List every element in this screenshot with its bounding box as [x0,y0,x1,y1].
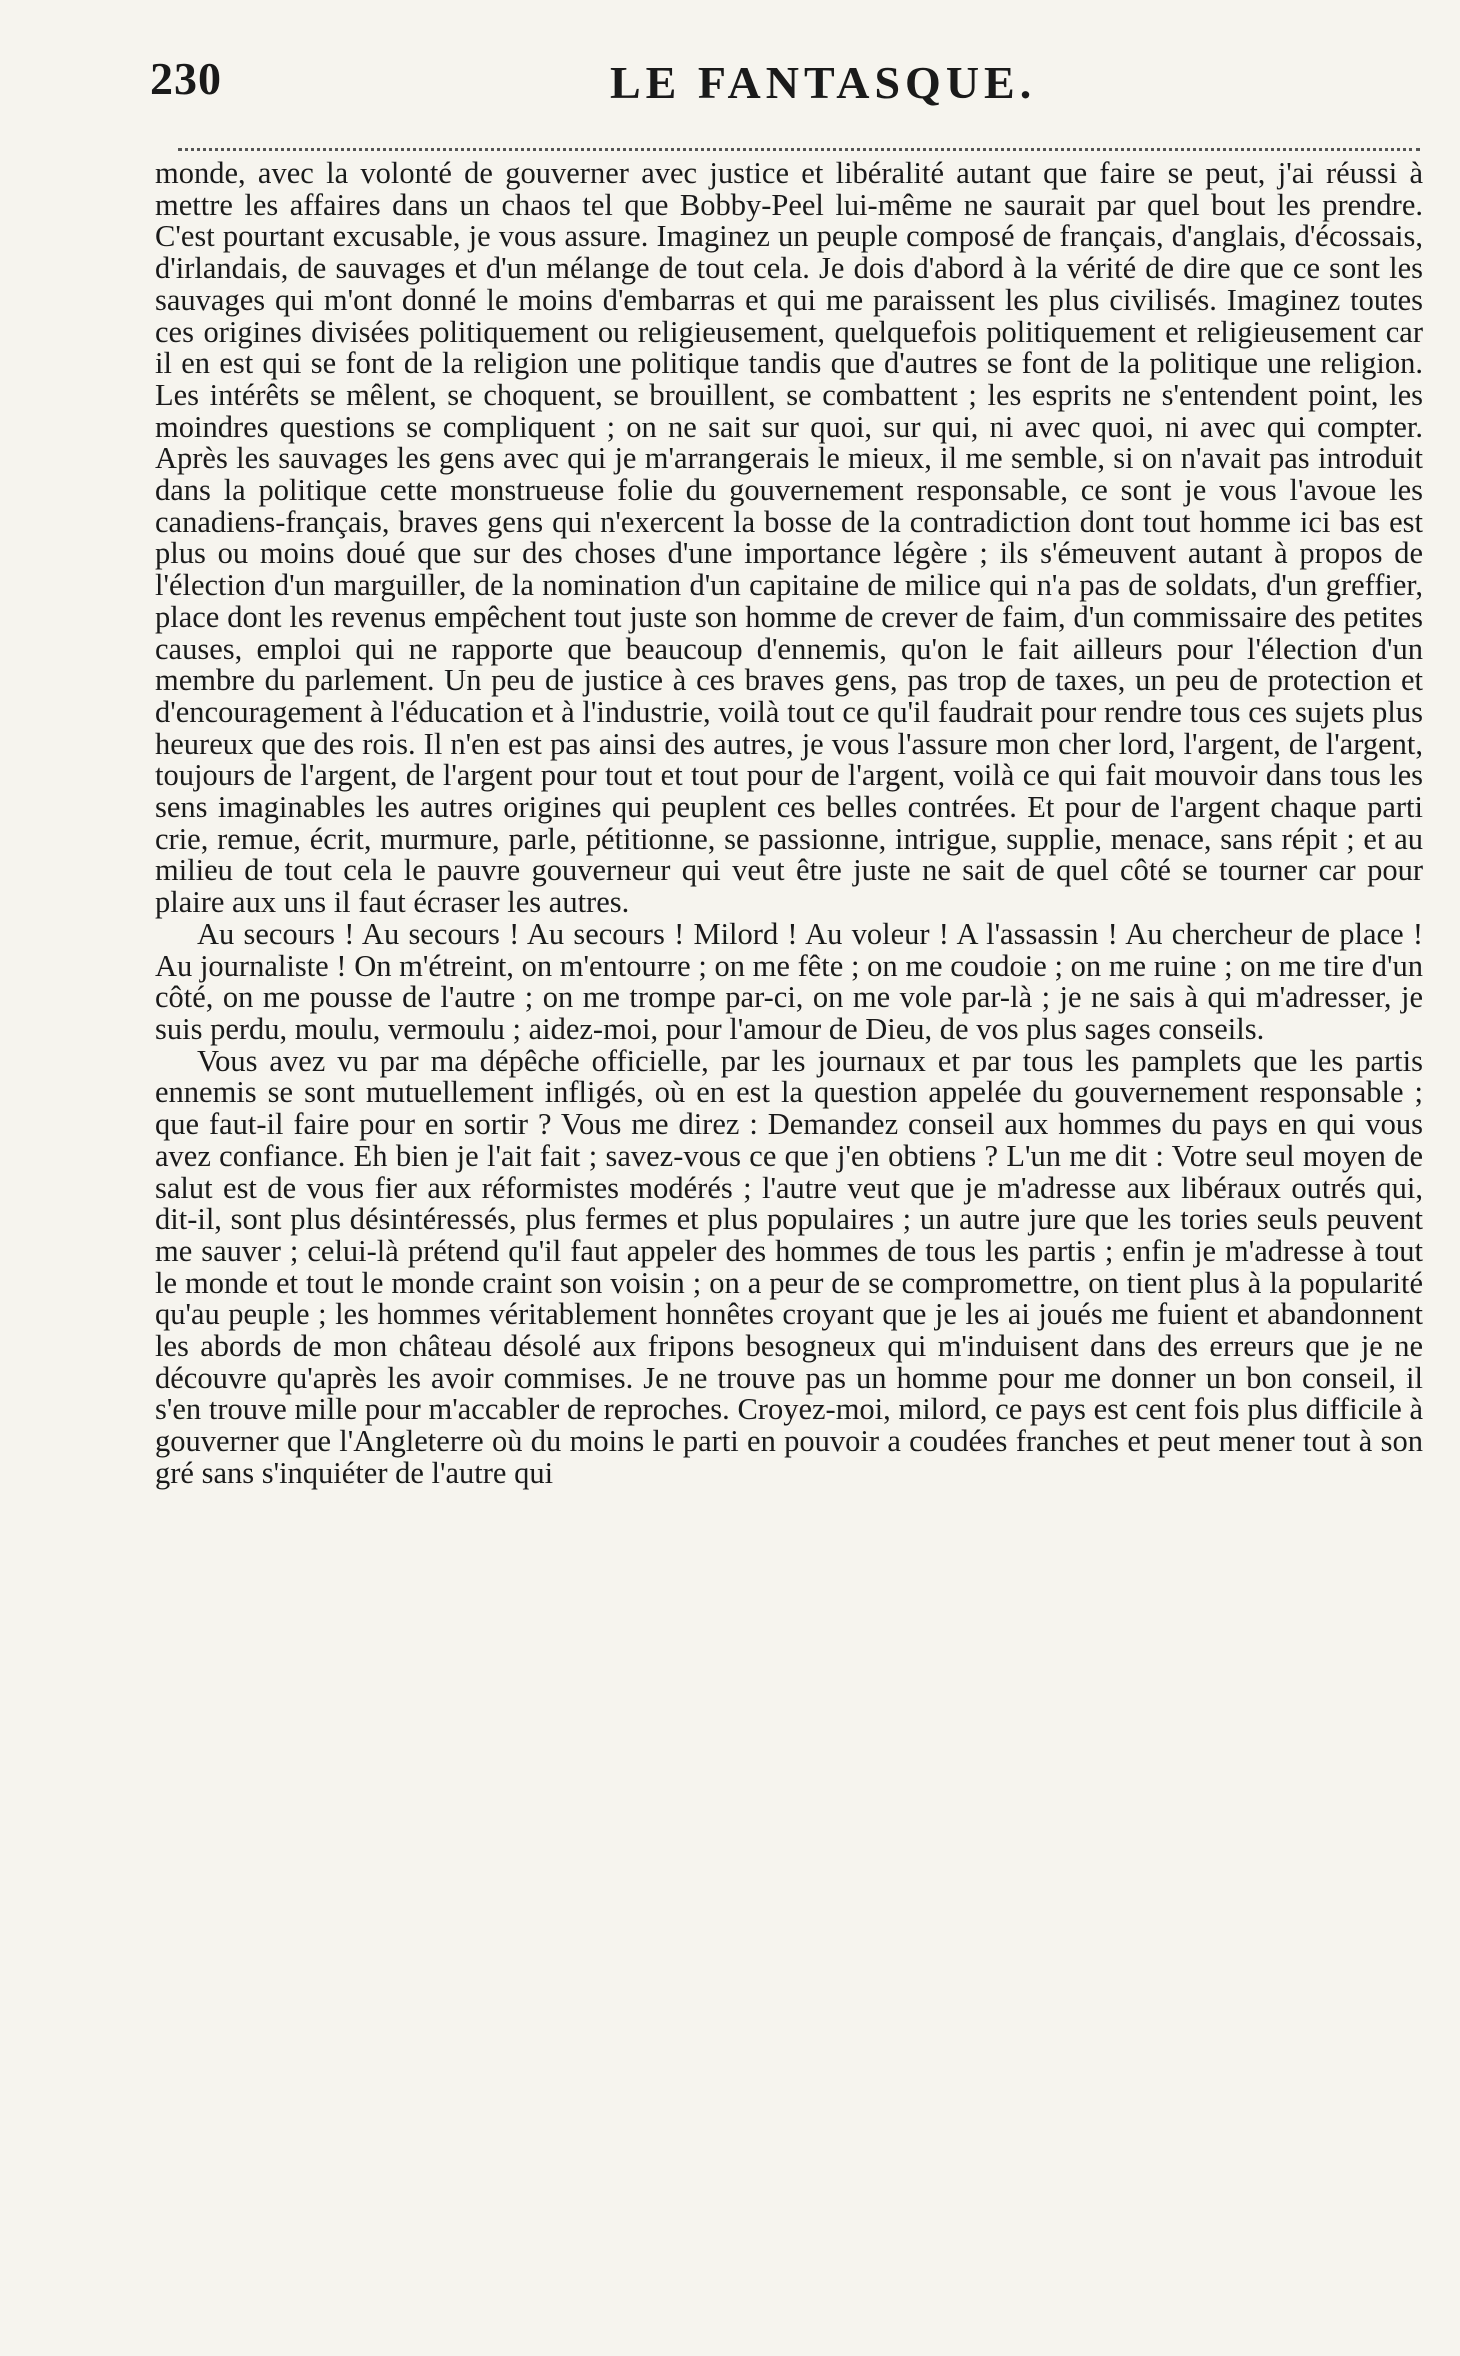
page-header [150,52,1420,122]
article-body [155,158,1423,1490]
paragraph-2: Au secours ! Au secours ! Au secours ! Milord ! Au voleur ! A l'assassin ! Au chercheur de place ! Au journaliste ! On m'étreint, on m'entourre ; on me fête ; on me coudoie ; on me ruine ; on me tire d'un côté, on me pousse de l'autre ; on me trompe par-ci, on me vole par-là ; je ne sais à qui m'adresser, je suis perdu, moulu, vermoulu ; aidez-moi, pour l'amour de Dieu, de vos plus sages conseils. [155,916,1423,1046]
paragraph-1: monde, avec la volonté de gouverner avec justice et libéralité autant que faire se peut, j'ai réussi à mettre les affaires dans un chaos tel que Bobby-Peel lui-même ne saurait par quel bout les prendre. C'est pourtant excusable, je vous assure. Imaginez un peuple composé de français, d'anglais, d'écossais, d'irlandais, de sauvages et d'un mélange de tout cela. Je dois d'abord à la vérité de dire que ce sont les sauvages qui m'ont donné le moins d'embarras et qui me paraissent les plus civilisés. Imaginez toutes ces origines divisées politiquement ou religieusement, quelquefois politiquement et religieusement car il en est qui se font de la religion une politique tandis que d'autres se font de la politique une religion. Les intérêts se mêlent, se choquent, se brouillent, se combattent ; les esprits ne s'entendent point, les moindres questions se compliquent ; on ne sait sur quoi, sur qui, ni avec quoi, ni avec qui compter. Après les sauvages les gens avec qui je m'arrangerais le mieux, il me semble, si on n'avait pas introduit dans la politique cette monstrueuse folie du gouvernement responsable, ce sont je vous l'avoue les canadiens-français, braves gens qui n'exercent la bosse de la contradiction dont tout homme ici bas est plus ou moins doué que sur des choses d'une importance légère ; ils s'émeuvent autant à propos de l'élection d'un marguiller, de la nomination d'un capitaine de milice qui n'a pas de soldats, d'un greffier, place dont les revenus empêchent tout juste son homme de crever de faim, d'un commissaire des petites causes, emploi qui ne rapporte que beaucoup d'ennemis, qu'on le fait ailleurs pour l'élection d'un membre du parlement. Un peu de justice à ces braves gens, pas trop de taxes, un peu de protection et d'encouragement à l'éducation et à l'industrie, voilà tout ce qu'il faudrait pour rendre tous ces sujets plus heureux que des rois. Il n'en est pas ainsi des autres, je vous l'assure mon cher lord, l'argent, de l'argent, toujours de l'argent, de l'argent pour tout et tout pour de l'argent, voilà ce qui fait mouvoir dans tous les sens imaginables les autres origines qui peuplent ces belles contrées. Et pour de l'argent chaque parti crie, remue, écrit, murmure, parle, pétitionne, se passionne, intrigue, supplie, menace, sans répit ; et au milieu de tout cela le pauvre gouverneur qui veut être juste ne sait de quel côté se tourner car pour plaire aux uns il faut écraser les autres. [155,156,1423,920]
paragraph-3: Vous avez vu par ma dépêche officielle, par les journaux et par tous les pamplets que les partis ennemis se sont mutuellement infligés, où en est la question appelée du gouvernement responsable ; que faut-il faire pour en sortir ? Vous me direz : Demandez conseil aux hommes du pays en qui vous avez confiance. Eh bien je l'ait fait ; savez-vous ce que j'en obtiens ? L'un me dit : Votre seul moyen de salut est de vous fier aux réformistes modérés ; l'autre veut que je m'adresse aux libéraux outrés qui, dit-il, sont plus désintéressés, plus fermes et plus populaires ; un autre jure que les tories seuls peuvent me sauver ; celui-là prétend qu'il faut appeler des hommes de tous les partis ; enfin je m'adresse à tout le monde et tout le monde craint son voisin ; on a peur de se compromettre, on tient plus à la popularité qu'au peuple ; les hommes véritablement honnêtes croyant que je les ai joués me fuient et abandonnent les abords de mon château désolé aux fripons besogneux qui m'induisent dans des erreurs que je ne découvre qu'après les avoir commises. Je ne trouve pas un homme pour me donner un bon conseil, il s'en trouve mille pour m'accabler de reproches. Croyez-moi, milord, ce pays est cent fois plus difficile à gouverner que l'Angleterre où du moins le parti en pouvoir a coudées franches et peut mener tout à son gré sans s'inquiéter de l'autre qui [155,1043,1423,1490]
header-rule [178,148,1420,151]
page-number: 230 [150,53,222,104]
journal-title: LE FANTASQUE. [610,57,1037,108]
